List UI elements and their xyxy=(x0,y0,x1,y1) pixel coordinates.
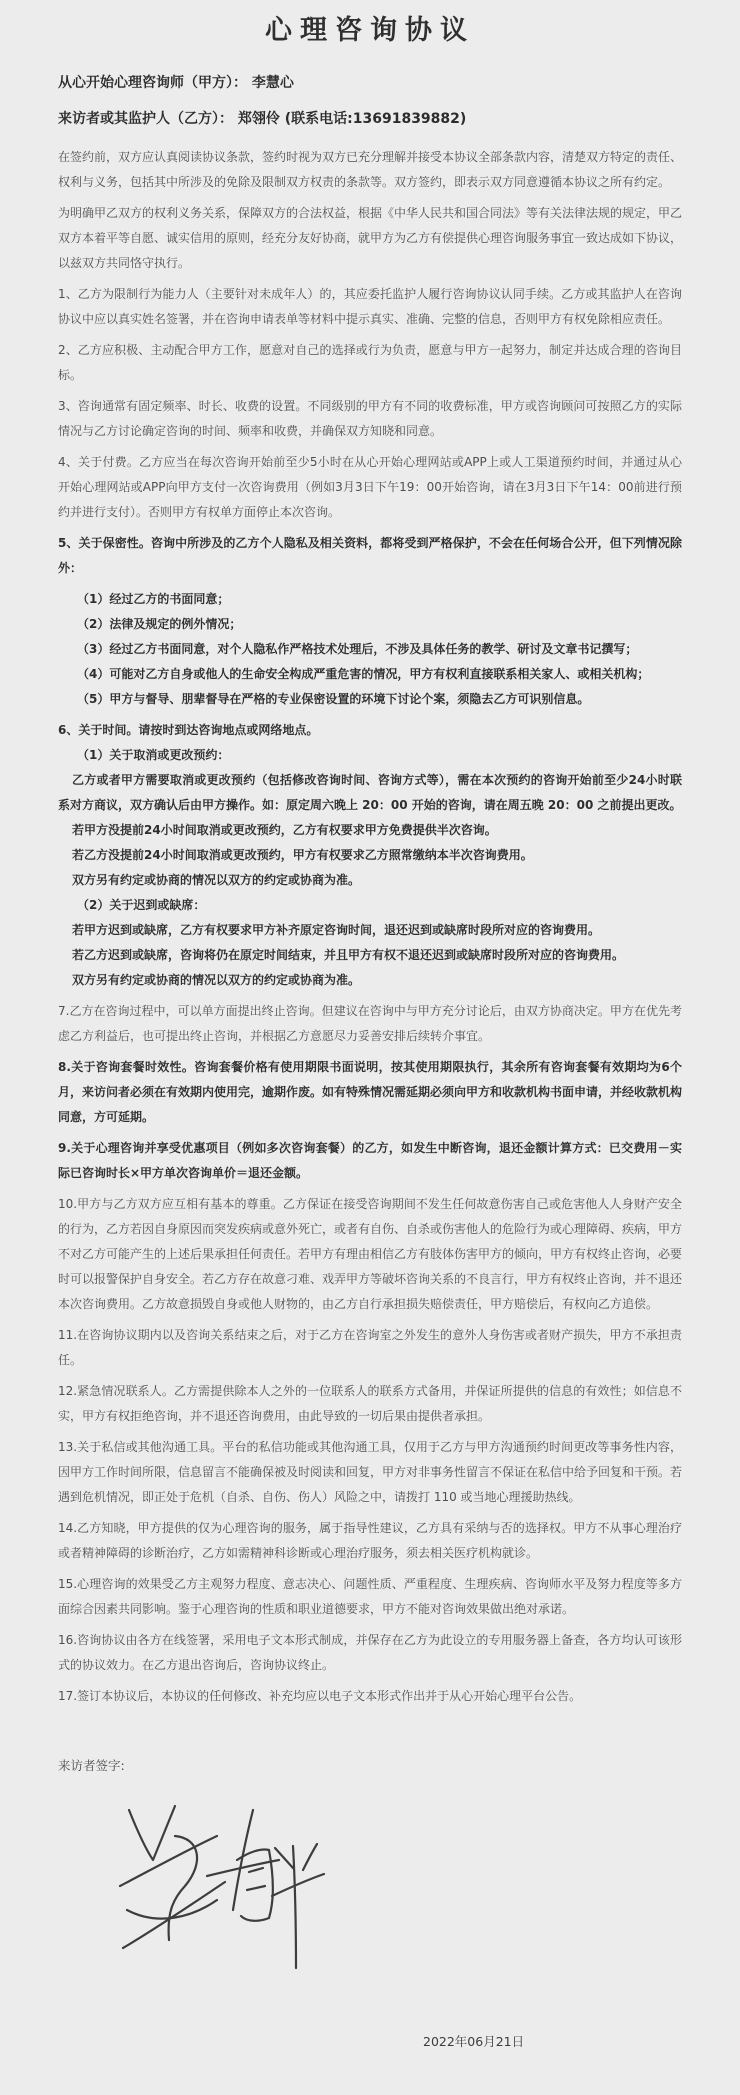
clause-17: 若乙方没提前24小时间取消或更改预约，甲方有权要求乙方照常缴纳本半次咨询费用。 xyxy=(72,848,533,862)
clause-14: （1）关于取消或更改预约： xyxy=(77,748,230,762)
clause-31: 15.心理咨询的效果受乙方主观努力程度、意志决心、问题性质、严重程度、生理疾病、咨询师水平及努力程度等多方面综合因素共同影响。鉴于心理咨询的性质和职业道德要求，甲方不能对咨询效果做出绝对承诺。 xyxy=(58,1577,682,1616)
clause-21: 若乙方迟到或缺席，咨询将仍在原定时间结束，并且甲方有权不退还迟到或缺席时段所对应的咨询费用。 xyxy=(72,948,625,962)
clause-19: （2）关于迟到或缺席： xyxy=(77,898,206,912)
clause-15: 乙方或者甲方需要取消或更改预约（包括修改咨询时间、咨询方式等），需在本次预约的咨询开始前至少24小时联系对方商议，双方确认后由甲方操作。如：原定周六晚上 20：00 开始的咨询，请在周五晚 20：00 之前提出更改。 xyxy=(58,773,682,812)
clause-7: 5、关于保密性。咨询中所涉及的乙方个人隐私及相关资料，都将受到严格保护，不会在任何场合公开，但下列情况除外： xyxy=(58,536,682,575)
party-b-line: 来访者或其监护人（乙方）： 郑翎伶 (联系电话:13691839882) xyxy=(58,111,467,127)
clause-8: （1）经过乙方的书面同意； xyxy=(77,592,230,606)
clause-20: 若甲方迟到或缺席，乙方有权要求甲方补齐原定咨询时间，退还迟到或缺席时段所对应的咨询费用。 xyxy=(72,923,601,937)
clause-33: 17.签订本协议后，本协议的任何修改、补充均应以电子文本形式作出并于从心开始心理平台公告。 xyxy=(58,1689,582,1703)
clause-28: 12.紧急情况联系人。乙方需提供除本人之外的一位联系人的联系方式备用，并保证所提供的信息的有效性；如信息不实，甲方有权拒绝咨询，并不退还咨询费用，由此导致的一切后果由提供者承担。 xyxy=(58,1384,682,1423)
clause-4: 2、乙方应积极、主动配合甲方工作，愿意对自己的选择或行为负责，愿意与甲方一起努力，制定并达成合理的咨询目标。 xyxy=(58,343,682,382)
clause-2: 为明确甲乙双方的权利义务关系，保障双方的合法权益，根据《中华人民共和国合同法》等有关法律法规的规定，甲乙双方本着平等自愿、诚实信用的原则，经充分友好协商，就甲方为乙方有偿提供心理咨询服务事宜一致达成如下协议，以兹双方共同恪守执行。 xyxy=(58,206,683,270)
clause-29: 13.关于私信或其他沟通工具。平台的私信功能或其他沟通工具，仅用于乙方与甲方沟通预约时间更改等事务性内容，因甲方工作时间所限，信息留言不能确保被及时阅读和回复，甲方对非事务性留言不保证在私信中给予回复和干预。若遇到危机情况，即正处于危机（自杀、自伤、伤人）风险之中，请拨打 110 或当地心理援助热线。 xyxy=(58,1440,683,1504)
signing-date: 2022年06月21日 xyxy=(423,2034,525,2049)
clause-1: 在签约前，双方应认真阅读协议条款，签约时视为双方已充分理解并接受本协议全部条款内容，清楚双方特定的责任、权利与义务，包括其中所涉及的免除及限制双方权责的条款等。双方签约，即表示双方同意遵循本协议之所有约定。 xyxy=(58,150,683,189)
clause-3: 1、乙方为限制行为能力人（主要针对未成年人）的，其应委托监护人履行咨询协议认同手续。乙方或其监护人在咨询协议中应以真实姓名签署，并在咨询申请表单等材料中提示真实、准确、完整的信息，否则甲方有权免除相应责任。 xyxy=(58,287,682,326)
clause-26: 10.甲方与乙方双方应互相有基本的尊重。乙方保证在接受咨询期间不发生任何故意伤害自己或危害他人人身财产安全的行为，乙方若因自身原因而突发疾病或意外死亡，或者有自伤、自杀或伤害他人的危险行为或心理障碍、疾病，甲方不对乙方可能产生的上述后果承担任何责任。若甲方有理由相信乙方有肢体伤害甲方的倾向，甲方有权终止咨询，必要时可以报警保护自身安全。若乙方存在故意刁难、戏弄甲方等破坏咨询关系的不良言行，甲方有权终止咨询，并不退还本次咨询费用。乙方故意损毁自身或他人财物的，由乙方自行承担损失赔偿责任，甲方赔偿后，有权向乙方追偿。 xyxy=(58,1197,683,1311)
clause-18: 双方另有约定或协商的情况以双方的约定或协商为准。 xyxy=(72,873,361,887)
clause-11: （4）可能对乙方自身或他人的生命安全构成严重危害的情况，甲方有权利直接联系相关家人、或相关机构； xyxy=(77,667,650,681)
clause-6: 4、关于付费。乙方应当在每次咨询开始前至少5小时在从心开始心理网站或APP上或人工渠道预约时间，并通过从心开始心理网站或APP向甲方支付一次咨询费用（例如3月3日下午19：00开始咨询，请在3月3日下午14：00前进行预约并进行支付）。否则甲方有权单方面停止本次咨询。 xyxy=(58,455,682,519)
clause-13: 6、关于时间。请按时到达咨询地点或网络地点。 xyxy=(58,723,319,737)
clause-16: 若甲方没提前24小时间取消或更改预约，乙方有权要求甲方免费提供半次咨询。 xyxy=(72,823,497,837)
clause-30: 14.乙方知晓，甲方提供的仅为心理咨询的服务，属于指导性建议，乙方具有采纳与否的选择权。甲方不从事心理治疗或者精神障碍的诊断治疗，乙方如需精神科诊断或心理治疗服务，须去相关医疗机构就诊。 xyxy=(58,1521,682,1560)
clause-25: 9.关于心理咨询并享受优惠项目（例如多次咨询套餐）的乙方，如发生中断咨询，退还金额计算方式：已交费用－实际已咨询时长×甲方单次咨询单价＝退还金额。 xyxy=(58,1141,682,1180)
handwritten-signature xyxy=(117,1802,329,1974)
clause-23: 7.乙方在咨询过程中，可以单方面提出终止咨询。但建议在咨询中与甲方充分讨论后，由双方协商决定。甲方在优先考虑乙方利益后，也可提出终止咨询，并根据乙方意愿尽力妥善安排后续转介事宜。 xyxy=(58,1004,682,1043)
page-title: 心理咨询协议 xyxy=(265,15,475,46)
signature-label: 来访者签字: xyxy=(58,1758,125,1773)
clause-24: 8.关于咨询套餐时效性。咨询套餐价格有使用期限书面说明，按其使用期限执行，其余所有咨询套餐有效期均为6个月，来访问者必须在有效期内使用完，逾期作废。如有特殊情况需延期必须向甲方和收款机构书面申请，并经收款机构同意，方可延期。 xyxy=(58,1060,683,1124)
clause-9: （2）法律及规定的例外情况； xyxy=(77,617,242,631)
clause-5: 3、咨询通常有固定频率、时长、收费的设置。不同级别的甲方有不同的收费标准，甲方或咨询顾问可按照乙方的实际情况与乙方讨论确定咨询的时间、频率和收费，并确保双方知晓和同意。 xyxy=(58,399,682,438)
clause-27: 11.在咨询协议期内以及咨询关系结束之后，对于乙方在咨询室之外发生的意外人身伤害或者财产损失，甲方不承担责任。 xyxy=(58,1328,682,1367)
party-a-line: 从心开始心理咨询师（甲方）： 李慧心 xyxy=(58,75,294,91)
agreement-body xyxy=(58,145,682,1709)
clause-22: 双方另有约定或协商的情况以双方的约定或协商为准。 xyxy=(72,973,361,987)
clause-12: （5）甲方与督导、朋辈督导在严格的专业保密设置的环境下讨论个案，须隐去乙方可识别信息。 xyxy=(77,692,590,706)
clause-10: （3）经过乙方书面同意，对个人隐私作严格技术处理后，不涉及具体任务的教学、研讨及文章书记撰写； xyxy=(77,642,638,656)
clause-32: 16.咨询协议由各方在线签署，采用电子文本形式制成，并保存在乙方为此设立的专用服务器上备查，各方均认可该形式的协议效力。在乙方退出咨询后，咨询协议终止。 xyxy=(58,1633,682,1672)
